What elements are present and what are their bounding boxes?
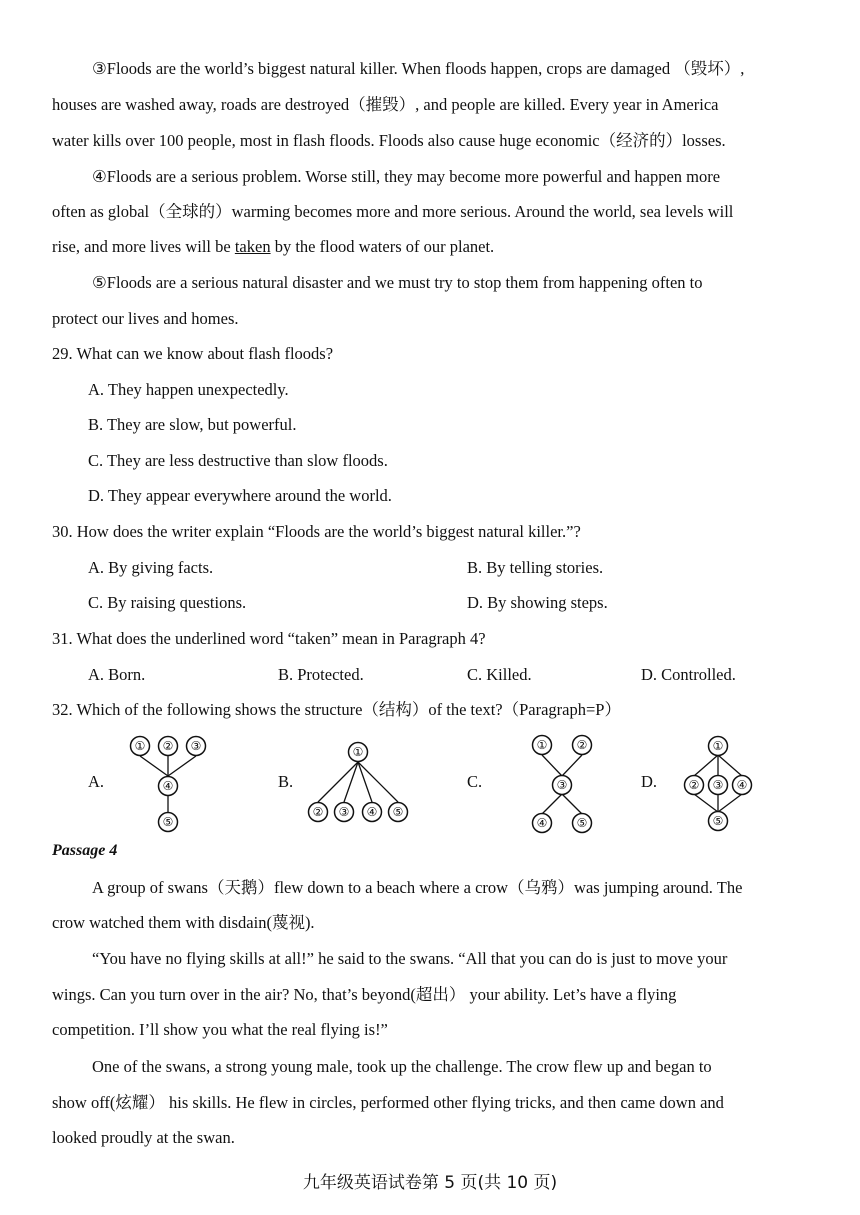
q31-option-c[interactable]: C. Killed. [467, 665, 532, 684]
node-1: ① [536, 738, 548, 752]
passage-4-line-8: looked proudly at the swan. [52, 1128, 235, 1147]
node-5: ⑤ [392, 805, 404, 819]
node-1: ① [134, 739, 146, 753]
paragraph-5-line-1: ⑤Floods are a serious natural disaster and we must try to stop them from happening often to [92, 273, 703, 292]
structure-diagram-c[interactable] [528, 734, 608, 834]
q31-option-b[interactable]: B. Protected. [278, 665, 364, 684]
paragraph-3-line-2: houses are washed away, roads are destroyed（摧毁）, and people are killed. Every year in America [52, 95, 719, 114]
passage-4-line-6: One of the swans, a strong young male, took up the challenge. The crow flew up and began to [92, 1057, 712, 1076]
passage-4-line-1: A group of swans（天鹅）flew down to a beach where a crow（乌鸦）was jumping around. The [92, 878, 743, 897]
q30-option-a[interactable]: A. By giving facts. [88, 558, 214, 577]
node-4: ④ [736, 778, 748, 792]
node-2: ② [312, 805, 324, 819]
paragraph-5-line-2: protect our lives and homes. [52, 309, 239, 328]
node-2: ② [688, 778, 700, 792]
q31-option-a[interactable]: A. Born. [88, 665, 146, 684]
node-4: ④ [162, 779, 174, 793]
q29-option-d[interactable]: D. They appear everywhere around the world. [88, 486, 392, 505]
q29-option-a[interactable]: A. They happen unexpectedly. [88, 380, 289, 399]
question-31-stem: 31. What does the underlined word “taken” mean in Paragraph 4? [52, 629, 486, 648]
paragraph-3-line-3: water kills over 100 people, most in flash floods. Floods also cause huge economic（经济的）losses. [52, 131, 726, 150]
node-5: ⑤ [712, 814, 724, 828]
q29-option-b[interactable]: B. They are slow, but powerful. [88, 415, 297, 434]
node-1: ① [712, 739, 724, 753]
q31-option-d[interactable]: D. Controlled. [641, 665, 736, 684]
page-footer: 九年级英语试卷第 5 页(共 10 页) [302, 1173, 558, 1193]
node-1: ① [352, 745, 364, 759]
paragraph-4-line-1: ④Floods are a serious problem. Worse still, they may become more powerful and happen more [92, 167, 721, 186]
node-2: ② [576, 738, 588, 752]
text-after: by the flood waters of our planet. [270, 237, 495, 256]
node-4: ④ [536, 816, 548, 830]
underlined-word-taken: taken [234, 237, 271, 256]
passage-4-line-5: competition. I’ll show you what the real flying is!” [52, 1020, 388, 1039]
q29-option-c[interactable]: C. They are less destructive than slow floods. [88, 451, 388, 470]
structure-diagram-b[interactable] [306, 740, 416, 830]
q32-option-c-label[interactable]: C. [467, 772, 483, 791]
q30-option-b[interactable]: B. By telling stories. [467, 558, 604, 577]
passage-4-line-2: crow watched them with disdain(蔑视). [52, 913, 315, 932]
structure-diagram-d[interactable] [680, 736, 760, 836]
q30-option-c[interactable]: C. By raising questions. [88, 593, 247, 612]
node-5: ⑤ [576, 816, 588, 830]
node-2: ② [162, 739, 174, 753]
q30-option-d[interactable]: D. By showing steps. [467, 593, 608, 612]
passage-4-line-7: show off(炫耀） his skills. He flew in circles, performed other flying tricks, and then came down and [52, 1093, 724, 1112]
node-3: ③ [712, 778, 724, 792]
q32-option-b-label[interactable]: B. [278, 772, 294, 791]
question-32-stem: 32. Which of the following shows the structure（结构）of the text?（Paragraph=P） [52, 700, 621, 719]
paragraph-3-line-1: ③Floods are the world’s biggest natural killer. When floods happen, crops are damaged （毁坏）, [92, 59, 745, 78]
node-3: ③ [556, 778, 568, 792]
question-30-stem: 30. How does the writer explain “Floods are the world’s biggest natural killer.”? [52, 522, 581, 541]
node-3: ③ [338, 805, 350, 819]
paragraph-4-line-2: often as global（全球的）warming becomes more and more serious. Around the world, sea levels will [52, 202, 734, 221]
structure-diagram-a[interactable] [125, 735, 215, 835]
passage-4-line-4: wings. Can you turn over in the air? No, that’s beyond(超出） your ability. Let’s have a flying [52, 985, 677, 1004]
paragraph-4-line-3 [52, 236, 494, 258]
passage-4-title: Passage 4 [52, 842, 118, 859]
text-before: rise, and more lives will be [52, 237, 235, 256]
node-4: ④ [366, 805, 378, 819]
passage-4-line-3: “You have no flying skills at all!” he said to the swans. “All that you can do is just to move your [92, 949, 728, 968]
node-3: ③ [190, 739, 202, 753]
question-29-stem: 29. What can we know about flash floods? [52, 344, 334, 363]
q32-option-d-label[interactable]: D. [641, 772, 658, 791]
node-5: ⑤ [162, 815, 174, 829]
q32-option-a-label[interactable]: A. [88, 772, 105, 791]
